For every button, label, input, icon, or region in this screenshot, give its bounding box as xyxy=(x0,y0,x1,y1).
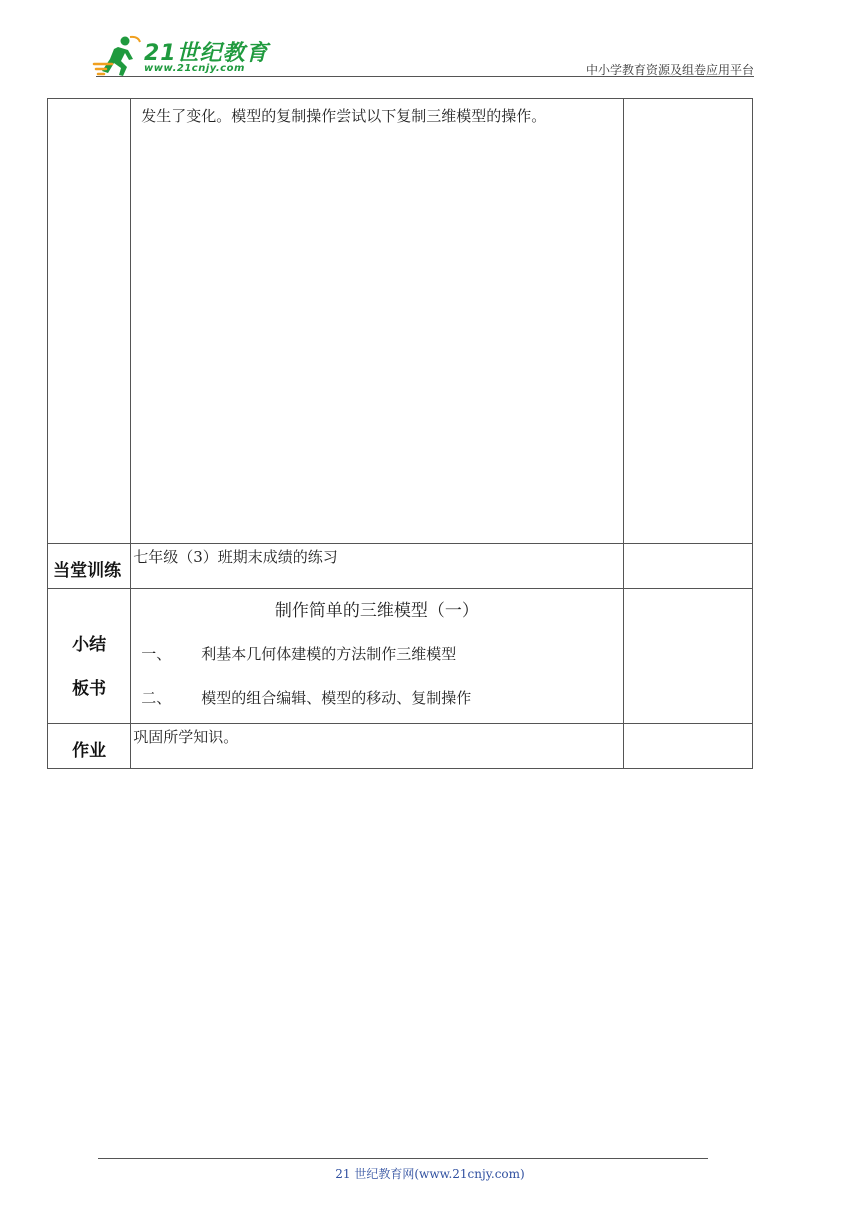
summary-label xyxy=(48,589,130,711)
row-label-cell xyxy=(48,544,131,589)
table-row xyxy=(48,589,753,724)
summary-label-line2: 板书 xyxy=(72,679,107,699)
summary-title: 制作简单的三维模型（一） xyxy=(274,601,479,621)
list-item-text: 利基本几何体建模的方法制作三维模型 xyxy=(201,645,457,663)
logo-url: www.21cnjy.com xyxy=(144,63,245,74)
table-row xyxy=(48,544,753,589)
platform-title: 中小学教育资源及组卷应用平台 xyxy=(585,63,754,77)
table-row xyxy=(48,724,753,769)
row-label-cell xyxy=(48,589,131,724)
row-label-cell xyxy=(48,99,131,544)
homework-content-cell xyxy=(131,724,623,769)
notes-cell xyxy=(623,724,752,769)
list-item-number: 一、 xyxy=(141,645,172,663)
notes-cell xyxy=(623,589,752,724)
runner-logo-icon xyxy=(92,34,142,78)
list-item xyxy=(141,643,622,665)
footer-divider xyxy=(98,1158,708,1159)
logo-text: 21世纪教育 xyxy=(144,41,269,66)
footer-link[interactable]: 21 世纪教育网(www.21cnjy.com) xyxy=(335,1167,525,1181)
notes-cell xyxy=(623,99,752,544)
page-header xyxy=(0,0,860,80)
list-item xyxy=(141,687,622,709)
lesson-plan-table xyxy=(47,98,753,769)
table-row xyxy=(48,99,753,544)
list-item-number: 二、 xyxy=(141,689,172,707)
summary-label-line1: 小结 xyxy=(72,635,107,655)
homework-text: 巩固所学知识。 xyxy=(133,728,239,746)
header-divider xyxy=(96,76,754,77)
process-text: 发生了变化。模型的复制操作尝试以下复制三维模型的操作。 xyxy=(141,107,547,125)
notes-cell xyxy=(623,544,752,589)
training-text: 七年级（3）班期末成绩的练习 xyxy=(133,548,338,566)
training-content-cell xyxy=(131,544,623,589)
site-logo[interactable] xyxy=(92,34,269,78)
summary-content-cell xyxy=(131,589,623,724)
homework-label: 作业 xyxy=(72,741,107,761)
process-content-cell xyxy=(131,99,623,544)
training-label: 当堂训练 xyxy=(53,561,122,581)
row-label-cell xyxy=(48,724,131,769)
list-item-text: 模型的组合编辑、模型的移动、复制操作 xyxy=(201,689,472,707)
